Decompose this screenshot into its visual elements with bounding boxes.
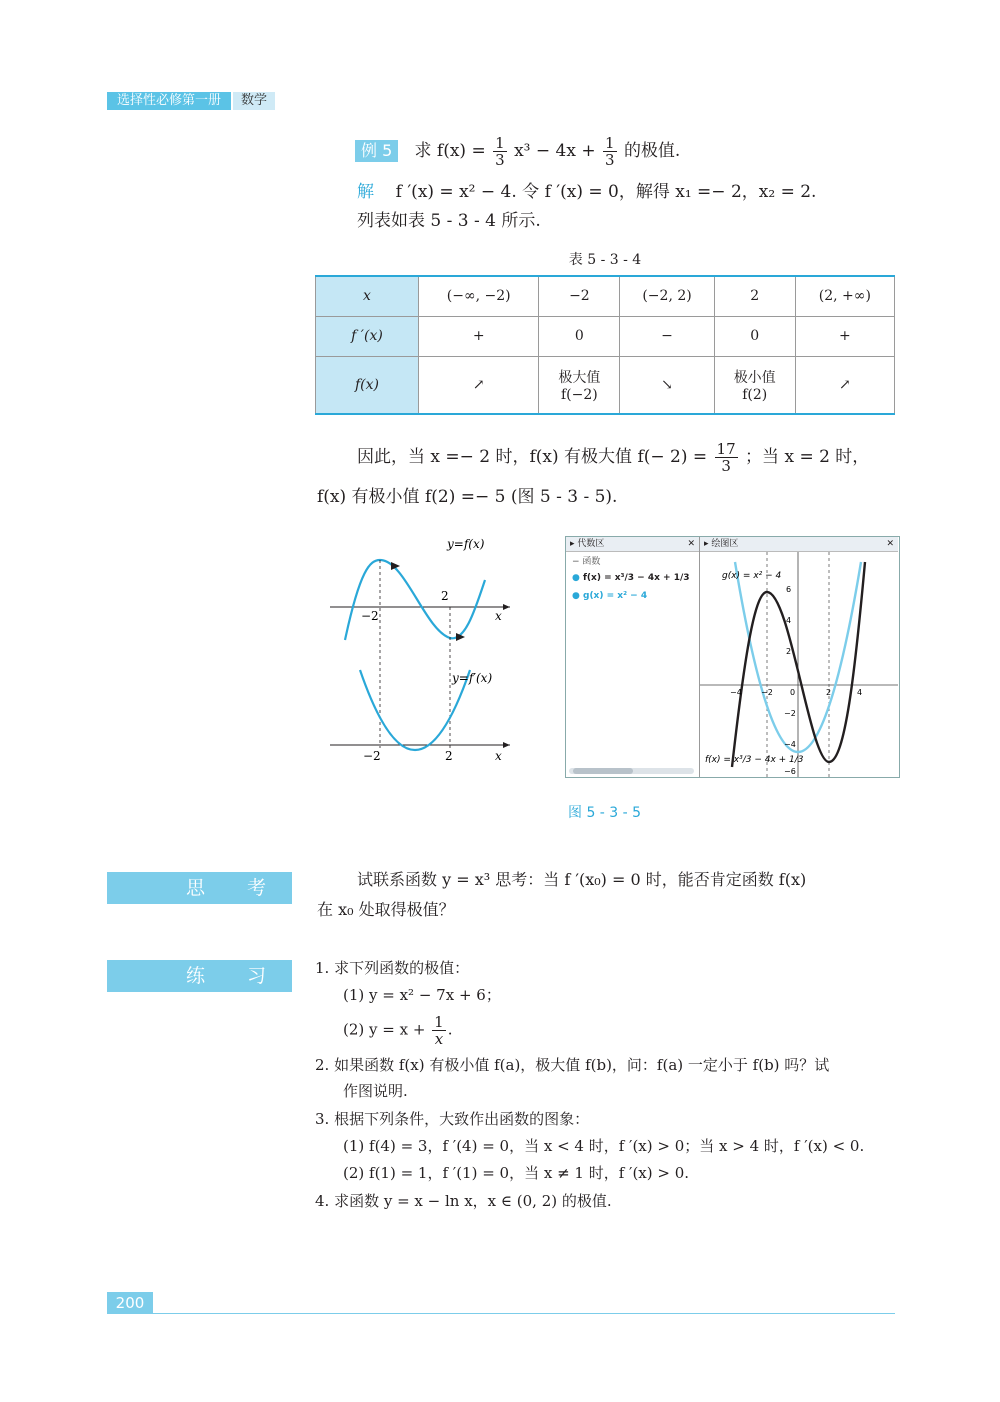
label-fpx: y=f′(x) xyxy=(452,671,493,685)
practice-item: 1. 求下列函数的极值： xyxy=(315,959,470,977)
upper-x-arrow xyxy=(503,604,510,610)
table-cell: (2, +∞) xyxy=(795,276,894,316)
item-g-text: g(x) = x² − 4 xyxy=(583,591,648,601)
graphics-panel xyxy=(700,537,898,777)
close-icon[interactable]: ✕ xyxy=(886,539,894,549)
graph-canvas[interactable] xyxy=(700,552,898,777)
tick-2-upper: 2 xyxy=(441,589,449,603)
y-tick: 2 xyxy=(786,647,792,656)
subject-label: 数学 xyxy=(233,92,275,110)
software-window xyxy=(565,536,900,778)
table-cell xyxy=(316,316,419,356)
conclusion-line-2: f(x) 有极小值 f(2) =− 5 (图 5 - 3 - 5). xyxy=(317,487,618,507)
sign-table xyxy=(315,275,895,415)
item-f-text: f(x) = x³/3 − 4x + 1/3 xyxy=(583,573,690,583)
fraction-one-third xyxy=(493,135,507,168)
table-cell: (−∞, −2) xyxy=(419,276,539,316)
graph-label-f: f(x) = x³/3 − 4x + 1/3 xyxy=(705,755,804,765)
algebra-title: 代数区 xyxy=(577,539,605,549)
page-number: 200 xyxy=(107,1292,153,1314)
table-cell: 0 xyxy=(714,316,795,356)
max-value: f(−2) xyxy=(561,386,598,403)
algebra-item-f[interactable]: ● f(x) = x³/3 − 4x + 1/3 xyxy=(572,573,690,583)
footer-rule xyxy=(153,1313,895,1314)
think-line-1: 试联系函数 y = x³ 思考：当 f ′(x₀) = 0 时，能否肯定函数 f(x) xyxy=(357,870,807,889)
close-icon[interactable]: ✕ xyxy=(687,539,695,549)
frac-den: 3 xyxy=(495,151,505,169)
practice-item: (2) y = x + $\frac{1}{x}$ . xyxy=(343,1013,453,1048)
fraction-1-x xyxy=(432,1014,446,1047)
practice-item: 2. 如果函数 f(x) 有极小值 f(a)，极大值 f(b)，问：f(a) 一定小于 f(b) 吗？试 xyxy=(315,1056,830,1074)
think-tag: 思 考 xyxy=(107,872,292,904)
x-tick: 4 xyxy=(857,688,863,697)
algebra-titlebar: ▸ 代数区 ✕ xyxy=(566,537,699,552)
table-cell: + xyxy=(795,316,894,356)
table-cell: ↗ xyxy=(795,356,894,414)
table-cell xyxy=(316,276,419,316)
table-caption: 表 5 - 3 - 4 xyxy=(568,252,642,268)
figure-left-graphs xyxy=(325,530,520,770)
practice-item: 3. 根据下列条件，大致作出函数的图象： xyxy=(315,1110,590,1128)
frac-num: 17 xyxy=(716,440,736,458)
y-tick: −2 xyxy=(784,709,796,718)
graphics-titlebar: ▸ 绘图区 ✕ xyxy=(700,537,898,552)
table-cell xyxy=(539,356,620,414)
x-tick: −2 xyxy=(761,688,773,697)
tick-neg2-upper: −2 xyxy=(361,609,379,623)
x-tick: −4 xyxy=(730,688,742,697)
min-label: 极小值 xyxy=(733,369,776,386)
y-tick: −4 xyxy=(784,740,796,749)
frac-num: 1 xyxy=(434,1013,444,1031)
max-label: 极大值 xyxy=(558,369,601,386)
graph-label-g: g(x) = x² − 4 xyxy=(722,571,782,581)
conclusion-text-a: 因此，当 x =− 2 时，f(x) 有极大值 f(− 2) = xyxy=(357,447,708,467)
label-fx: y=f(x) xyxy=(447,537,485,551)
practice-item: 4. 求函数 y = x − ln x，x ∈ (0, 2) 的极值. xyxy=(315,1192,612,1210)
think-line-2: 在 x₀ 处取得极值？ xyxy=(317,900,455,919)
horizontal-scrollbar[interactable] xyxy=(569,768,694,774)
x-label-upper: x xyxy=(495,609,502,623)
cell-text: f ′(x) xyxy=(351,328,383,344)
table-cell: − xyxy=(620,316,714,356)
solution-line-2: 列表如表 5 - 3 - 4 所示. xyxy=(357,211,541,231)
frac-den: 3 xyxy=(721,457,731,475)
table-cell xyxy=(714,356,795,414)
frac-den: 3 xyxy=(604,151,615,169)
practice-item: (2) f(1) = 1，f ′(1) = 0，当 x ≠ 1 时，f ′(x) > 0. xyxy=(343,1164,690,1182)
table-cell: + xyxy=(419,316,539,356)
running-header xyxy=(107,92,275,110)
table-row xyxy=(316,356,895,414)
practice-item: 作图说明. xyxy=(343,1082,408,1100)
example-tag: 例 5 xyxy=(355,140,398,162)
f-curve xyxy=(732,562,865,767)
algebra-panel xyxy=(566,537,700,777)
conclusion-text-b: ；当 x = 2 时， xyxy=(745,447,870,467)
x-label-lower: x xyxy=(495,749,502,763)
y-tick: 4 xyxy=(786,616,792,625)
section-label: 函数 xyxy=(582,557,601,567)
solution-label: 解 xyxy=(357,182,374,202)
table-cell: 0 xyxy=(539,316,620,356)
y-tick: 6 xyxy=(786,585,792,594)
fraction-one-third-2 xyxy=(603,135,617,168)
example-question xyxy=(355,135,680,168)
practice-item: (1) f(4) = 3，f ′(4) = 0，当 x < 4 时，f ′(x) > 0；当 x > 4 时，f ′(x) < 0. xyxy=(343,1137,865,1155)
question-prefix: 求 f(x) = xyxy=(414,141,486,161)
practice-tag: 练 习 xyxy=(107,960,292,992)
min-value: f(2) xyxy=(742,386,768,403)
figure-caption: 图 5 - 3 - 5 xyxy=(568,805,642,821)
item-text: (2) y = x + xyxy=(343,1020,426,1039)
table-cell: ↘ xyxy=(620,356,714,414)
y-tick: −6 xyxy=(784,767,796,776)
cell-text: x xyxy=(363,288,371,305)
book-title: 选择性必修第一册 xyxy=(107,92,231,110)
fraction-17-3 xyxy=(715,441,738,474)
origin-label: 0 xyxy=(790,688,796,697)
table-cell xyxy=(316,356,419,414)
algebra-item-g[interactable]: ● g(x) = x² − 4 xyxy=(572,591,648,601)
graphics-title: 绘图区 xyxy=(711,539,739,549)
table-cell: ↗ xyxy=(419,356,539,414)
frac-num: 1 xyxy=(604,134,615,152)
conclusion-line-1 xyxy=(357,441,869,474)
table-row xyxy=(316,276,895,316)
tick-2-lower: 2 xyxy=(445,749,453,763)
table-cell: (−2, 2) xyxy=(620,276,714,316)
question-mid: x³ − 4x + xyxy=(514,141,596,161)
frac-den: x xyxy=(434,1030,444,1048)
function-section: − 函数 xyxy=(572,557,601,567)
frac-num: 1 xyxy=(495,134,505,152)
scrollbar-thumb[interactable] xyxy=(573,768,633,774)
question-suffix: 的极值. xyxy=(623,141,681,161)
x-tick: 2 xyxy=(826,688,832,697)
tick-neg2-lower: −2 xyxy=(363,749,381,763)
practice-item: (1) y = x² − 7x + 6； xyxy=(343,986,501,1004)
lower-x-arrow xyxy=(503,742,510,748)
table-row xyxy=(316,316,895,356)
table-cell: 2 xyxy=(714,276,795,316)
cell-text: f(x) xyxy=(354,376,379,393)
fx-curve xyxy=(345,560,485,640)
solution-text: f ′(x) = x² − 4. 令 f ′(x) = 0，解得 x₁ =− 2，x₂ = 2. xyxy=(395,182,817,202)
solution-line xyxy=(357,177,816,207)
table-cell: −2 xyxy=(539,276,620,316)
